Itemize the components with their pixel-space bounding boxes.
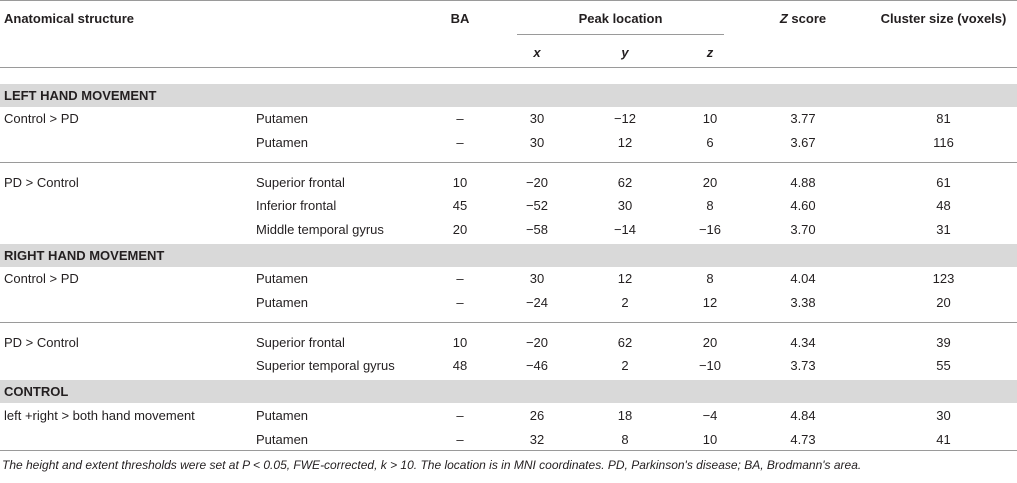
cell-contrast: PD > Control (4, 335, 79, 350)
cell-z: 10 (702, 432, 718, 447)
cell-region: Putamen (256, 135, 309, 150)
cell-y: 8 (621, 432, 629, 447)
cell-x: 26 (529, 408, 545, 423)
cell-cluster-size: 41 (936, 432, 951, 447)
cell-cluster-size: 55 (936, 358, 951, 373)
cell-y: 2 (621, 295, 629, 310)
cell-x: −58 (525, 222, 549, 237)
cell-zscore: 4.60 (790, 198, 816, 213)
cell-x: −24 (525, 295, 549, 310)
header-cluster: Cluster size (voxels) (880, 11, 1007, 26)
cell-z: −4 (702, 408, 718, 423)
cell-y: −14 (613, 222, 637, 237)
cell-ba: 10 (452, 335, 468, 350)
header-zscore (740, 11, 866, 27)
table-bottom-rule (0, 450, 1017, 451)
cell-zscore: 4.04 (790, 271, 816, 286)
cell-zscore: 4.84 (790, 408, 816, 423)
cell-z: −16 (698, 222, 722, 237)
cell-region: Putamen (256, 295, 309, 310)
section-left-hand-movement: LEFT HAND MOVEMENT (4, 88, 157, 103)
cell-zscore: 4.73 (790, 432, 816, 447)
cell-cluster-size: 116 (933, 135, 954, 150)
cell-zscore: 3.38 (790, 295, 816, 310)
cell-z: 8 (706, 198, 714, 213)
cell-cluster-size: 20 (936, 295, 951, 310)
cell-z: 10 (702, 111, 718, 126)
header-y: y (621, 45, 629, 60)
cell-region: Superior frontal (256, 175, 345, 190)
cell-x: −20 (525, 335, 549, 350)
cell-x: 30 (529, 135, 545, 150)
cell-ba: – (456, 271, 464, 286)
row-divider-2 (0, 322, 1017, 323)
cell-ba: – (456, 432, 464, 447)
cell-z: 6 (706, 135, 714, 150)
cell-zscore: 3.67 (790, 135, 816, 150)
cell-cluster-size: 39 (936, 335, 951, 350)
cell-ba: 45 (452, 198, 468, 213)
cell-z: 12 (702, 295, 718, 310)
section-control: CONTROL (4, 384, 69, 399)
section-band-control (0, 380, 1017, 403)
cell-contrast: PD > Control (4, 175, 79, 190)
cell-region: Middle temporal gyrus (256, 222, 384, 237)
header-ba: BA (450, 11, 470, 26)
cell-ba: – (456, 408, 464, 423)
cell-y: −12 (613, 111, 637, 126)
cell-z: 20 (702, 175, 718, 190)
cell-z: −10 (698, 358, 722, 373)
cell-x: −52 (525, 198, 549, 213)
cell-y: 2 (621, 358, 629, 373)
cell-y: 30 (617, 198, 633, 213)
cell-cluster-size: 30 (936, 408, 951, 423)
cell-y: 12 (617, 271, 633, 286)
cell-y: 62 (617, 175, 633, 190)
cell-cluster-size: 123 (932, 271, 955, 286)
cell-x: −20 (525, 175, 549, 190)
cell-zscore: 3.73 (790, 358, 816, 373)
header-peak-location: Peak location (578, 11, 663, 26)
cell-y: 62 (617, 335, 633, 350)
cell-region: Superior temporal gyrus (256, 358, 395, 373)
cell-ba: – (456, 135, 464, 150)
header-zscore-rest: score (787, 11, 827, 26)
header-bottom-rule (0, 67, 1017, 68)
table-top-rule (0, 0, 1017, 1)
cell-zscore: 4.88 (790, 175, 816, 190)
section-right-hand-movement: RIGHT HAND MOVEMENT (4, 248, 165, 263)
cell-x: 30 (529, 111, 545, 126)
cell-ba: 48 (452, 358, 468, 373)
peak-location-rule (517, 34, 724, 35)
cell-x: 32 (529, 432, 545, 447)
cell-zscore: 4.34 (790, 335, 816, 350)
cell-z: 20 (702, 335, 718, 350)
cell-cluster-size: 48 (936, 198, 951, 213)
cell-y: 12 (617, 135, 633, 150)
cell-contrast: Control > PD (4, 271, 79, 286)
cell-region: Putamen (256, 432, 309, 447)
header-structure: Anatomical structure (4, 11, 135, 26)
header-x: x (533, 45, 541, 60)
table-footnote: The height and extent thresholds were set at P < 0.05, FWE-corrected, k > 10. The location is in MNI coordinates. PD, Parkinson's disease; BA, Brodmann's area. (2, 458, 862, 472)
cell-region: Inferior frontal (256, 198, 337, 213)
cell-x: −46 (525, 358, 549, 373)
header-z: z (706, 45, 714, 60)
cell-region: Superior frontal (256, 335, 345, 350)
cell-cluster-size: 31 (936, 222, 951, 237)
cell-cluster-size: 81 (936, 111, 951, 126)
cell-region: Putamen (256, 271, 309, 286)
cell-ba: 10 (452, 175, 468, 190)
cell-region: Putamen (256, 111, 309, 126)
cell-z: 8 (706, 271, 714, 286)
cell-cluster-size: 61 (936, 175, 951, 190)
cell-zscore: 3.70 (790, 222, 816, 237)
cell-y: 18 (617, 408, 633, 423)
cell-ba: – (456, 295, 464, 310)
cell-contrast: Control > PD (4, 111, 79, 126)
cell-contrast: left +right > both hand movement (4, 408, 195, 423)
cell-ba: – (456, 111, 464, 126)
row-divider-1 (0, 162, 1017, 163)
cell-ba: 20 (452, 222, 468, 237)
cell-x: 30 (529, 271, 545, 286)
cell-region: Putamen (256, 408, 309, 423)
cell-zscore: 3.77 (790, 111, 816, 126)
header-zscore-letter: Z (779, 11, 788, 26)
